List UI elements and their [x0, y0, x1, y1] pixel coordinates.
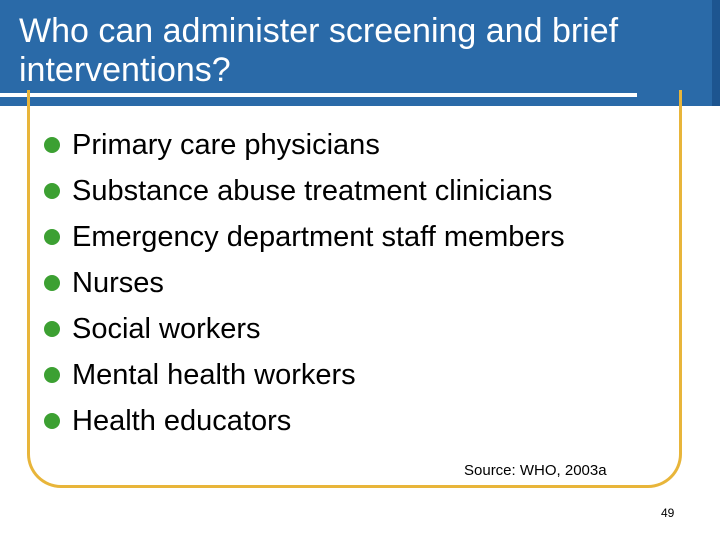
green-circle-bullet-icon	[44, 367, 60, 383]
bullet-text: Primary care physicians	[72, 128, 380, 161]
bullet-item	[44, 352, 565, 398]
green-circle-bullet-icon	[44, 413, 60, 429]
bullet-text: Social workers	[72, 312, 261, 345]
bullet-list	[44, 122, 565, 444]
slide-title: Who can administer screening and brief interventions?	[19, 12, 619, 89]
bullet-item	[44, 122, 565, 168]
source-citation: Source: WHO, 2003a	[464, 462, 607, 479]
bullet-item	[44, 214, 565, 260]
green-circle-bullet-icon	[44, 321, 60, 337]
bullet-item	[44, 168, 565, 214]
bullet-text: Health educators	[72, 404, 292, 437]
green-circle-bullet-icon	[44, 183, 60, 199]
green-circle-bullet-icon	[44, 137, 60, 153]
title-bar-shadow	[712, 0, 720, 106]
bullet-item	[44, 398, 565, 444]
bullet-text: Nurses	[72, 266, 164, 299]
bullet-item	[44, 306, 565, 352]
green-circle-bullet-icon	[44, 275, 60, 291]
green-circle-bullet-icon	[44, 229, 60, 245]
bullet-text: Emergency department staff members	[72, 220, 565, 253]
bullet-text: Substance abuse treatment clinicians	[72, 174, 553, 207]
page-number: 49	[661, 506, 675, 520]
bullet-text: Mental health workers	[72, 358, 356, 391]
bullet-item	[44, 260, 565, 306]
